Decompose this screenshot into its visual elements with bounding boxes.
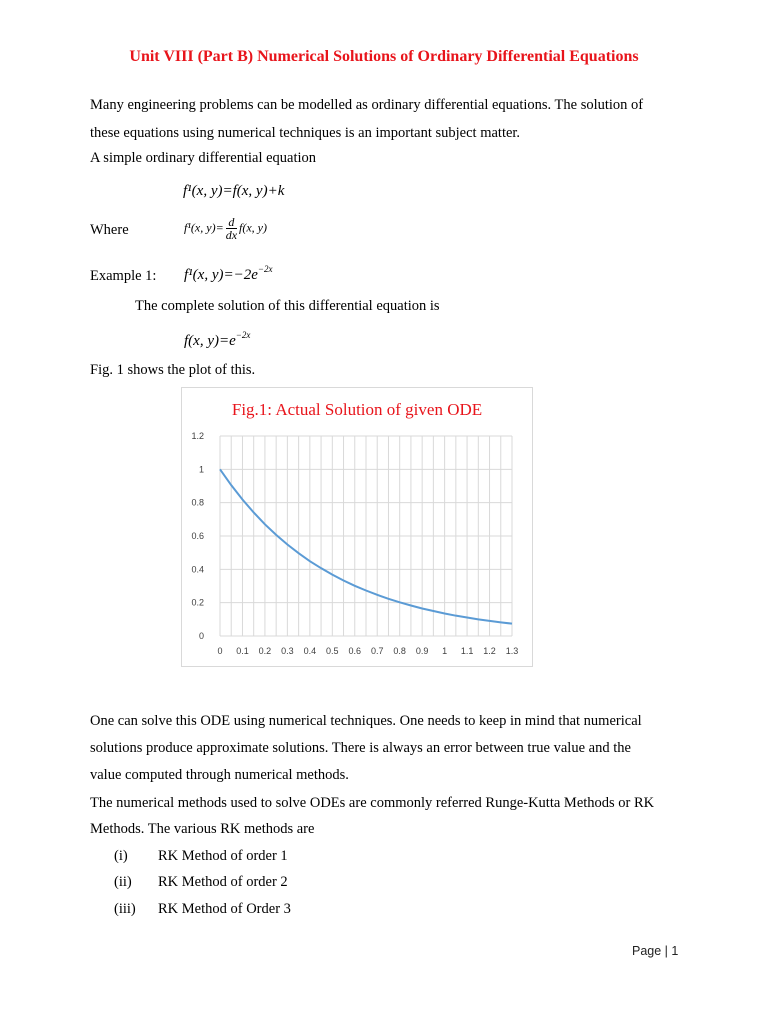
x-tick-label: 0.8 xyxy=(393,646,406,656)
example-equation-exponent: −2x xyxy=(257,264,273,274)
x-tick-label: 0.7 xyxy=(370,646,384,656)
derivative-fraction xyxy=(226,216,237,241)
y-tick-label: 1 xyxy=(198,464,204,475)
x-tick-label: 1.2 xyxy=(483,646,496,656)
intro-line-1: Many engineering problems can be modelled as ordinary differential equations. The solution of xyxy=(90,97,644,113)
example-equation xyxy=(184,264,272,284)
body-p2-line-1: The numerical methods used to solve ODEs are commonly referred Runge-Kutta Methods or RK xyxy=(90,795,655,811)
intro-line-2: these equations using numerical techniques is an important subject matter. xyxy=(90,125,521,141)
example-label: Example 1: xyxy=(90,268,157,284)
page-footer: Page | 1 xyxy=(632,944,679,958)
x-tick-label: 0.6 xyxy=(348,646,362,656)
ode-equation: f¹(x, y)=f(x, y)+k xyxy=(183,183,285,199)
y-tick-label: 1.2 xyxy=(191,431,204,441)
method-number: (ii) xyxy=(114,874,132,890)
body-p1-line-1: One can solve this ODE using numerical techniques. One needs to keep in mind that numerical xyxy=(90,713,642,729)
solution-equation-main: f(x, y)=e xyxy=(184,333,236,349)
y-tick-label: 0.6 xyxy=(191,531,204,541)
chart-container xyxy=(181,387,533,667)
where-label: Where xyxy=(90,222,129,238)
body-p2-line-2: Methods. The various RK methods are xyxy=(90,821,315,837)
derivative-lhs: f¹(x, y)= xyxy=(184,220,224,235)
body-p1-line-2: solutions produce approximate solutions. There is always an error between true value and the xyxy=(90,740,631,756)
fraction-denominator: dx xyxy=(225,228,238,242)
solution-equation-exponent: −2x xyxy=(235,330,251,340)
intro-line-3: A simple ordinary differential equation xyxy=(90,150,317,166)
x-tick-label: 0.2 xyxy=(258,646,272,656)
method-text: RK Method of order 2 xyxy=(158,874,288,890)
x-tick-label: 0.4 xyxy=(303,646,317,656)
figure-caption: Fig. 1 shows the plot of this. xyxy=(90,362,256,378)
page-title: Unit VIII (Part B) Numerical Solutions of Ordinary Differential Equations xyxy=(129,48,639,65)
method-text: RK Method of Order 3 xyxy=(158,901,291,917)
x-tick-label: 0.3 xyxy=(281,646,294,656)
x-tick-label: 0.5 xyxy=(326,646,339,656)
chart-grid xyxy=(220,436,512,636)
chart-svg xyxy=(182,388,532,666)
example-equation-main: f¹(x, y)=−2e xyxy=(184,267,258,283)
body-p1-line-3: value computed through numerical methods. xyxy=(90,767,349,783)
x-tick-label: 0.1 xyxy=(236,646,249,656)
x-tick-label: 1.1 xyxy=(460,646,474,656)
x-tick-label: 1.3 xyxy=(505,646,519,656)
y-tick-label: 0.4 xyxy=(191,564,204,575)
x-tick-label: 0 xyxy=(217,646,223,656)
method-text: RK Method of order 1 xyxy=(158,848,288,864)
derivative-definition xyxy=(184,216,267,241)
solution-equation xyxy=(184,330,250,350)
method-number: (iii) xyxy=(114,901,136,917)
y-tick-label: 0.2 xyxy=(191,597,204,608)
y-tick-label: 0 xyxy=(198,631,204,641)
chart-title: Fig.1: Actual Solution of given ODE xyxy=(231,400,483,419)
x-tick-label: 1 xyxy=(442,646,448,656)
x-tick-label: 0.9 xyxy=(415,646,429,656)
derivative-rhs: f(x, y) xyxy=(239,220,267,235)
complete-solution-text: The complete solution of this differential equation is xyxy=(135,298,440,314)
fraction-numerator: d xyxy=(226,216,237,229)
method-number: (i) xyxy=(114,848,128,864)
y-tick-label: 0.8 xyxy=(191,497,204,508)
